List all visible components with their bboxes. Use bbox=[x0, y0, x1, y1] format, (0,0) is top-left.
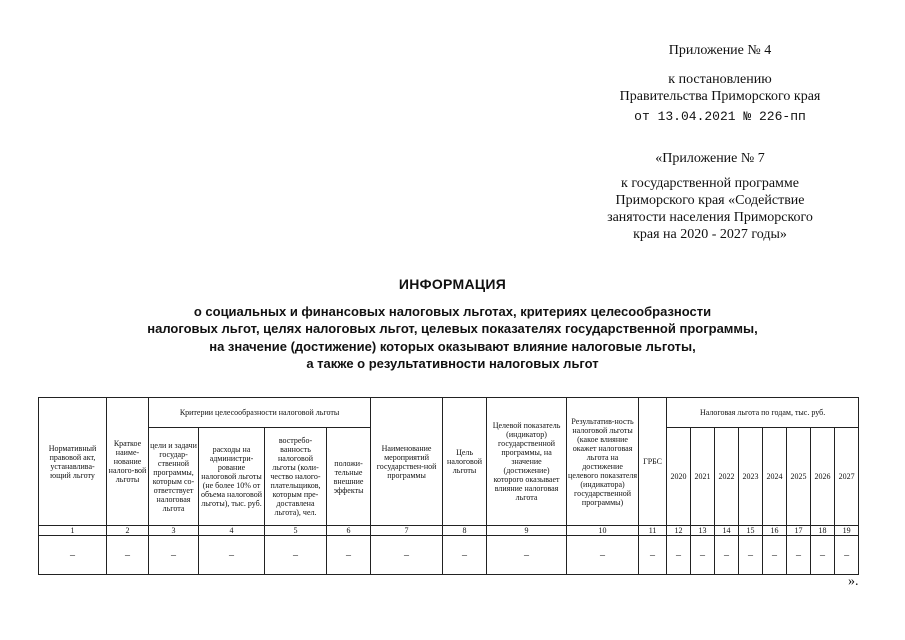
column-number: 9 bbox=[487, 526, 567, 536]
table-cell: – bbox=[107, 536, 149, 575]
header-admin-costs: расходы на администри-рование налоговой льготы (не более 10% от объема налоговой льготы), тыс. руб. bbox=[199, 428, 265, 526]
header-goals-tasks: цели и задачи государ-ственной программы, которым со-ответствует налоговая льгота bbox=[149, 428, 199, 526]
table-cell: – bbox=[763, 536, 787, 575]
table-cell: – bbox=[811, 536, 835, 575]
column-number: 3 bbox=[149, 526, 199, 536]
table-cell: – bbox=[327, 536, 371, 575]
header-benefit-goal: Цель налоговой льготы bbox=[443, 398, 487, 526]
table-cell: – bbox=[149, 536, 199, 575]
column-numbers-row bbox=[39, 526, 859, 536]
appendix-7-label: «Приложение № 7 bbox=[655, 151, 765, 166]
header-grbs: ГРБС bbox=[639, 398, 667, 526]
column-number: 4 bbox=[199, 526, 265, 536]
column-number: 8 bbox=[443, 526, 487, 536]
header-target-indicator: Целевой показатель (индикатор) государственной программы, на значение (достижение) которого оказывает влияние налоговая льгота bbox=[487, 398, 567, 526]
table-cell: – bbox=[371, 536, 443, 575]
government-label: Правительства Приморского края bbox=[619, 89, 821, 104]
table-cell: – bbox=[835, 536, 859, 575]
header-year-2027: 2027 bbox=[835, 428, 859, 526]
header-program-measures: Наименование мероприятий государствен-ной программы bbox=[371, 398, 443, 526]
table-cell: – bbox=[39, 536, 107, 575]
header-positive-effects: положи-тельные внешние эффекты bbox=[327, 428, 371, 526]
table-cell: – bbox=[787, 536, 811, 575]
column-number: 6 bbox=[327, 526, 371, 536]
table-cell: – bbox=[443, 536, 487, 575]
table-cell: – bbox=[667, 536, 691, 575]
column-number: 7 bbox=[371, 526, 443, 536]
header-year-2021: 2021 bbox=[691, 428, 715, 526]
table-cell: – bbox=[567, 536, 639, 575]
column-number: 19 bbox=[835, 526, 859, 536]
column-number: 12 bbox=[667, 526, 691, 536]
table-cell: – bbox=[715, 536, 739, 575]
header-year-2022: 2022 bbox=[715, 428, 739, 526]
header-years-group: Налоговая льгота по годам, тыс. руб. bbox=[667, 398, 859, 428]
header-year-2020: 2020 bbox=[667, 428, 691, 526]
header-year-2023: 2023 bbox=[739, 428, 763, 526]
program-line-1: к государственной программе bbox=[621, 176, 799, 191]
title-line-2: налоговых льгот, целях налоговых льгот, целевых показателях государственной программы, bbox=[147, 321, 758, 336]
column-number: 10 bbox=[567, 526, 639, 536]
to-resolution-label: к постановлению bbox=[668, 72, 772, 87]
column-number: 17 bbox=[787, 526, 811, 536]
header-short-name: Краткое наиме-нование налого-вой льготы bbox=[107, 398, 149, 526]
title-line-3: на значение (достижение) которых оказывают влияние налоговые льготы, bbox=[209, 339, 696, 354]
column-number: 16 bbox=[763, 526, 787, 536]
header-row-1 bbox=[39, 398, 859, 428]
header-year-2025: 2025 bbox=[787, 428, 811, 526]
program-line-4: края на 2020 - 2027 годы» bbox=[633, 227, 787, 242]
header-legal-act: Нормативный правовой акт, устанавлива-ющий льготу bbox=[39, 398, 107, 526]
header-year-2026: 2026 bbox=[811, 428, 835, 526]
column-number: 1 bbox=[39, 526, 107, 536]
table-cell: – bbox=[639, 536, 667, 575]
tax-benefits-table bbox=[38, 397, 859, 575]
header-effectiveness: Результатив-ность налоговой льготы (какое влияние окажет налоговая льгота на достижение целевого показателя (индикатора) государственной программы) bbox=[567, 398, 639, 526]
column-number: 14 bbox=[715, 526, 739, 536]
appendix-4-label: Приложение № 4 bbox=[668, 43, 772, 58]
column-number: 11 bbox=[639, 526, 667, 536]
resolution-date-number: от 13.04.2021 № 226-пп bbox=[634, 109, 806, 124]
header-demand: востребо-ванность налоговой льготы (коли-чество налого-плательщиков, которым пре-доставлена льгота), чел. bbox=[265, 428, 327, 526]
column-number: 2 bbox=[107, 526, 149, 536]
column-number: 13 bbox=[691, 526, 715, 536]
column-number: 5 bbox=[265, 526, 327, 536]
column-number: 18 bbox=[811, 526, 835, 536]
header-year-2024: 2024 bbox=[763, 428, 787, 526]
title-line-1: о социальных и финансовых налоговых льготах, критериях целесообразности bbox=[193, 304, 712, 319]
title-line-4: а также о результативности налоговых льгот bbox=[306, 356, 599, 371]
program-line-3: занятости населения Приморского bbox=[607, 210, 813, 225]
table-cell: – bbox=[265, 536, 327, 575]
column-number: 15 bbox=[739, 526, 763, 536]
table-cell: – bbox=[691, 536, 715, 575]
table-cell: – bbox=[487, 536, 567, 575]
header-criteria-group: Критерии целесообразности налоговой льготы bbox=[149, 398, 371, 428]
table-cell: – bbox=[199, 536, 265, 575]
document-title: ИНФОРМАЦИЯ bbox=[398, 276, 507, 292]
table-row bbox=[39, 536, 859, 575]
program-line-2: Приморского края «Содействие bbox=[615, 193, 805, 208]
table-cell: – bbox=[739, 536, 763, 575]
closing-quote-mark: ». bbox=[848, 574, 859, 589]
